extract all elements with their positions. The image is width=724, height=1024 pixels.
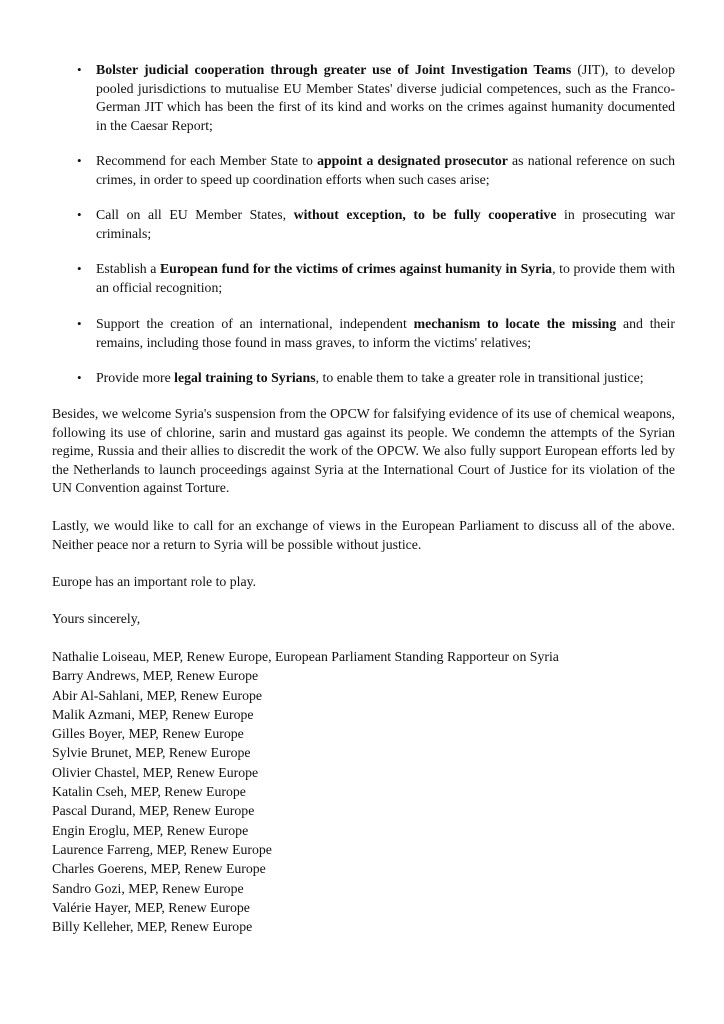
bullet-icon <box>77 206 87 225</box>
signatories-list <box>52 648 675 937</box>
signatory: Gilles Boyer, MEP, Renew Europe <box>52 726 244 742</box>
signatory: Billy Kelleher, MEP, Renew Europe <box>52 919 253 935</box>
item-text: Recommend for each Member State to <box>96 153 318 168</box>
signatory: Laurence Farreng, MEP, Renew Europe <box>52 841 272 857</box>
item-text: as national reference on such crimes, in order to speed up coordination efforts when such cases arise; <box>96 153 675 187</box>
signatory: Charles Goerens, MEP, Renew Europe <box>52 861 266 877</box>
signatory: Valérie Hayer, MEP, Renew Europe <box>52 899 250 915</box>
recommendation-item <box>96 152 675 189</box>
bullet-icon <box>77 260 87 279</box>
item-text: Call on all EU Member States, <box>96 207 294 222</box>
signatory: Barry Andrews, MEP, Renew Europe <box>52 668 259 684</box>
recommendation-item <box>96 61 675 135</box>
recommendation-item <box>96 369 675 388</box>
bullet-icon <box>77 315 87 334</box>
signatory: Malik Azmani, MEP, Renew Europe <box>52 706 254 722</box>
signatory: Katalin Cseh, MEP, Renew Europe <box>52 784 246 800</box>
item-text: in prosecuting war criminals; <box>96 207 675 241</box>
signatory: Nathalie Loiseau, MEP, Renew Europe, European Parliament Standing Rapporteur on Syria <box>52 649 559 664</box>
recommendation-item <box>96 260 675 297</box>
bullet-icon <box>77 152 87 171</box>
item-text: Provide more <box>96 370 175 385</box>
closing-salutation: Yours sincerely, <box>52 611 141 626</box>
opcw-paragraph: Besides, we welcome Syria's suspension from the OPCW for falsifying evidence of its use of chemical weapons, following its use of chlorine, sarin and mustard gas against its people. We condemn the attempts of the Syrian regime, Russia and their allies to discredit the work of the OPCW. We also fully support European efforts led by the Netherlands to launch proceedings against Syria at the International Court of Justice for its violation of the UN Convention against Torture. <box>52 406 675 495</box>
item-emphasis: mechanism to locate the missing <box>413 316 617 331</box>
item-text: (JIT), to develop pooled jurisdictions to mutualise EU Member States' diverse judicial competences, such as the Franco-German JIT which has been the first of its kind and works on the crimes against humanity documented in the Caesar Report; <box>96 62 675 133</box>
signatory: Engin Eroglu, MEP, Renew Europe <box>52 822 249 838</box>
signatory: Olivier Chastel, MEP, Renew Europe <box>52 764 259 780</box>
item-text: Support the creation of an international, independent <box>96 316 414 331</box>
item-emphasis: legal training to Syrians <box>174 370 316 385</box>
item-emphasis: appoint a designated prosecutor <box>317 153 508 168</box>
signatory: Sandro Gozi, MEP, Renew Europe <box>52 880 244 896</box>
signatory: Pascal Durand, MEP, Renew Europe <box>52 803 255 819</box>
lastly-paragraph: Lastly, we would like to call for an exchange of views in the European Parliament to discuss all of the above. Neither peace nor a return to Syria will be possible without justice. <box>52 518 675 552</box>
bullet-icon <box>77 61 87 80</box>
recommendation-item <box>96 315 675 352</box>
item-text: , to enable them to take a greater role in transitional justice; <box>315 370 644 385</box>
item-emphasis: without exception, to be fully cooperative <box>293 207 557 222</box>
item-emphasis: European fund for the victims of crimes against humanity in Syria <box>159 261 553 276</box>
signatory: Abir Al-Sahlani, MEP, Renew Europe <box>52 687 262 703</box>
item-text: Establish a <box>96 261 160 276</box>
europe-paragraph: Europe has an important role to play. <box>52 574 257 589</box>
item-text: , to provide them with an official recognition; <box>96 261 675 295</box>
bullet-icon <box>77 369 87 388</box>
item-emphasis: Bolster judicial cooperation through greater use of Joint Investigation Teams <box>96 62 572 77</box>
recommendation-item <box>96 206 675 243</box>
signatory: Sylvie Brunet, MEP, Renew Europe <box>52 745 251 761</box>
item-text: and their remains, including those found in mass graves, to inform the victims' relatives; <box>96 316 675 350</box>
